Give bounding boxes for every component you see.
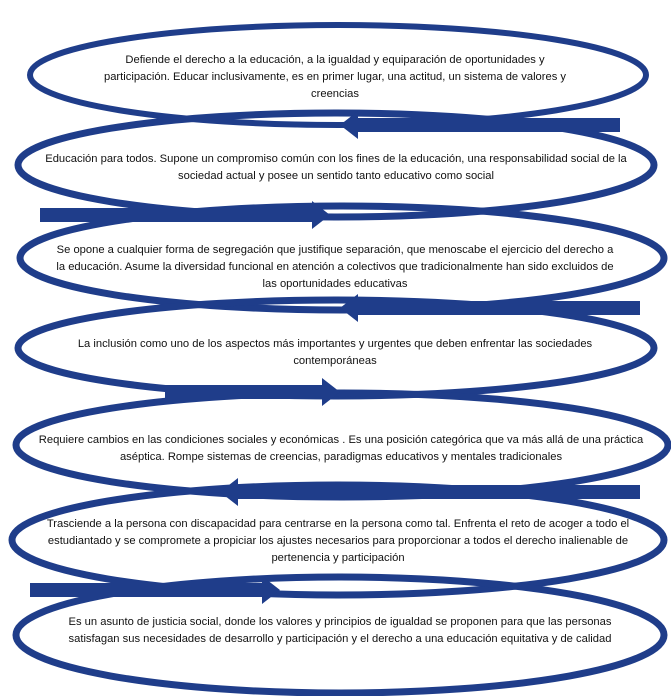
statement-2: Educación para todos. Supone un compromiso común con los fines de la educación, una responsabilidad social de la sociedad actual y posee un sentido tanto educativo como social [45,153,627,182]
statement-1: Defiende el derecho a la educación, a la igualdad y equiparación de oportunidades y participación. Educar inclusivamente, es en primer lugar, una actitud, un sistema de valores y creencias [103,54,567,100]
statement-7: Es un asunto de justicia social, donde los valores y principios de igualdad se proponen para que las personas satisfagan sus necesidades de desarrollo y participación y el derecho a una educación equitativa y de calidad [68,616,612,645]
statement-5: Requiere cambios en las condiciones sociales y económicas . Es una posición categórica que va más allá de una práctica aséptica. Rompe sistemas de creencias, paradigmas educativos y mentales tradicionales [38,434,644,463]
statement-4: La inclusión como uno de los aspectos más importantes y urgentes que deben enfrentar las sociedades contemporáneas [77,338,593,367]
statement-3: Se opone a cualquier forma de segregación que justifique separación, que menoscabe el ejercicio del derecho a la educación. Asume la diversidad funcional en atención a colectivos que tradicionalmente han sido excluidos de las oportunidades educativas [56,244,614,290]
statement-6: Trasciende a la persona con discapacidad para centrarse en la persona como tal. Enfrenta el reto de acoger a todo el estudiantado y se compromete a propiciar los ajustes necesarios para proporcionar a todos el derecho inalienable de pertenencia y participación [46,518,630,564]
